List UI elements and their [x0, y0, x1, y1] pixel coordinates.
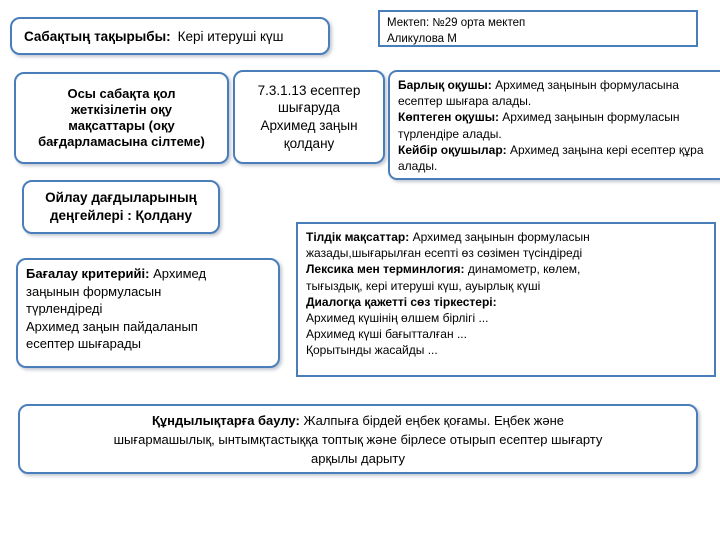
language-lexis	[306, 261, 706, 293]
language-aims	[306, 229, 706, 261]
thinking-skills-box	[22, 180, 220, 234]
assessment-criteria-line-4: Архимед заңын пайдаланып	[26, 318, 198, 334]
school-info-box	[378, 10, 698, 47]
objectives-label-line-1: Осы сабақта қол	[67, 85, 176, 101]
values-education-line-2: шығармашылық, ынтымқтастыққа топтық және бірлесе отырып есептер шығарту	[113, 431, 603, 447]
thinking-skills-line-2: деңгейлері : Қолдану	[49, 208, 192, 223]
objective-code-text	[258, 82, 361, 152]
learning-objectives-label-box	[14, 72, 229, 164]
language-dialog-line-3: Қорытынды жасайды ...	[306, 343, 438, 358]
outcome-some	[398, 142, 718, 174]
language-dialog-line-1: Архимед күшінің өлшем бірлігі ...	[306, 310, 489, 325]
assessment-criteria-line-2: заңынын формуласын	[26, 283, 162, 299]
assessment-criteria-line-3: түрлендіреді	[26, 301, 103, 317]
thinking-skills-line-1: Ойлау дағдыларының	[45, 190, 197, 206]
language-aims-text-2: жазады,шығарылған есепті өз сөзімен түсіндіреді	[306, 246, 583, 261]
school-name: Мектеп: №29 орта мектеп	[387, 17, 526, 29]
learning-objectives-label-text	[38, 86, 205, 151]
lesson-topic-label: Сабақтың тақырыбы:	[24, 28, 171, 44]
learning-outcomes-box	[388, 70, 720, 180]
assessment-criteria-label: Бағалау критерийі:	[26, 266, 150, 281]
outcome-most-text: Архимед заңынын формуласын түрлендіре алады.	[398, 110, 680, 141]
language-aims-label: Тілдік мақсаттар:	[306, 230, 410, 244]
objective-code-line-4: қолдану	[283, 135, 335, 151]
outcome-all	[398, 77, 718, 109]
language-objectives-box	[296, 222, 716, 377]
objective-code-line-2: шығаруда	[277, 100, 340, 116]
objectives-label-line-4: бағдарламасына сілтеме)	[38, 134, 205, 150]
language-dialog	[306, 294, 706, 359]
outcome-most-label: Көптеген оқушы:	[398, 110, 499, 125]
lesson-topic-box	[10, 17, 330, 55]
language-dialog-label: Диалогқа қажетті сөз тіркестері:	[306, 294, 497, 309]
outcome-all-text: Архимед заңынын формуласына есептер шығара алады.	[398, 78, 679, 109]
teacher-name: Аликулова М	[387, 32, 457, 45]
objective-code-line-3: Архимед заңын	[260, 118, 358, 133]
outcome-most	[398, 109, 718, 141]
language-aims-text: Архимед заңынын формуласын	[409, 230, 590, 244]
values-education-line-1: Жалпыға бірдей еңбек қоғамы. Еңбек және	[299, 413, 564, 428]
language-lexis-label: Лексика мен терминлогия:	[306, 262, 465, 277]
values-education-text	[34, 412, 682, 469]
objectives-label-line-3: мақсаттары (оқу	[68, 118, 175, 133]
values-education-line-3: арқылы дарыту	[310, 450, 406, 466]
thinking-skills-text	[45, 189, 197, 224]
assessment-criteria-line-1: Архимед	[149, 266, 207, 281]
language-lexis-text-2: тығыздық, кері итеруші күш, ауырлық күші	[306, 278, 541, 293]
assessment-criteria-line-5: есептер шығарады	[26, 336, 142, 352]
objectives-label-line-2: жеткізілетін оқу	[71, 101, 172, 117]
language-lexis-text: динамометр, көлем,	[464, 262, 581, 277]
lesson-topic-value: Кері итеруші күш	[177, 28, 284, 44]
assessment-criteria-box	[16, 258, 280, 368]
language-dialog-line-2: Архимед күші бағытталған ...	[306, 327, 467, 342]
objective-code-line-1: 7.3.1.13 есептер	[257, 82, 361, 98]
outcome-some-label: Кейбір оқушылар:	[398, 142, 507, 157]
objective-code-box	[233, 70, 385, 164]
values-education-label: Құндылықтарға баулу:	[152, 413, 300, 428]
outcome-some-text: Архимед заңына кері есептер құра алады.	[398, 142, 704, 173]
outcome-all-label: Барлық оқушы:	[398, 78, 492, 92]
values-education-box	[18, 404, 698, 474]
assessment-criteria-text	[26, 265, 270, 353]
